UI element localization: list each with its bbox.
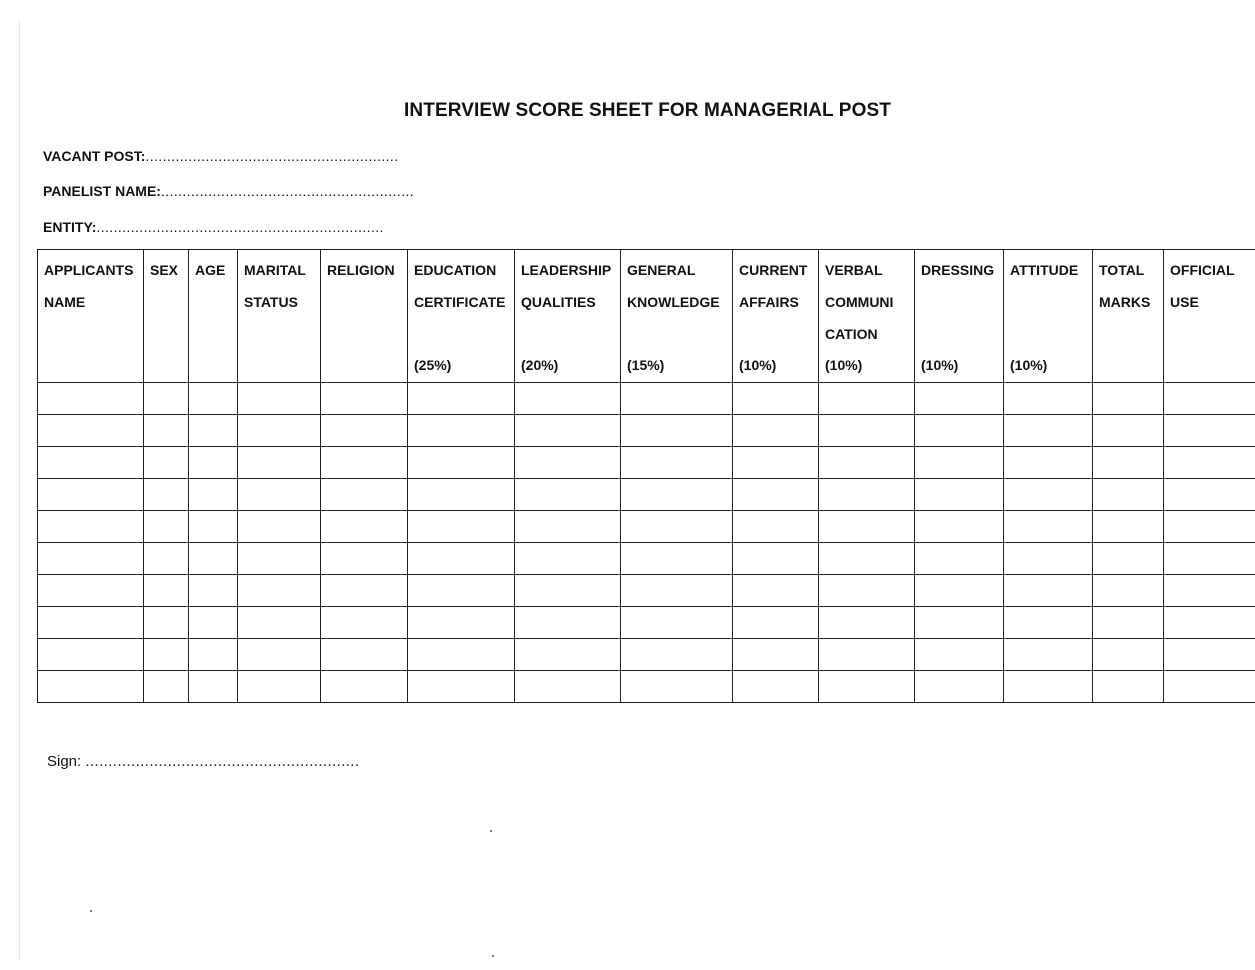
table-cell[interactable]: [1164, 447, 1255, 479]
table-cell[interactable]: [408, 607, 515, 639]
table-cell[interactable]: [915, 447, 1004, 479]
table-cell[interactable]: [819, 575, 915, 607]
sign-field: [47, 753, 359, 770]
table-cell[interactable]: [38, 479, 144, 511]
table-cell[interactable]: [1164, 415, 1255, 447]
column-header-line: AFFAIRS: [739, 294, 799, 310]
table-cell[interactable]: [1093, 447, 1164, 479]
table-cell[interactable]: [1093, 415, 1164, 447]
table-cell[interactable]: [238, 447, 321, 479]
column-header: [1164, 250, 1255, 383]
table-cell[interactable]: [621, 607, 733, 639]
table-cell[interactable]: [915, 671, 1004, 703]
table-cell[interactable]: [733, 447, 819, 479]
column-header: [621, 250, 733, 383]
table-cell[interactable]: [1093, 383, 1164, 415]
table-row: [38, 639, 1255, 671]
table-cell[interactable]: [1004, 671, 1093, 703]
table-cell[interactable]: [621, 543, 733, 575]
table-cell[interactable]: [621, 671, 733, 703]
table-row: [38, 671, 1255, 703]
table-cell[interactable]: [1093, 575, 1164, 607]
table-cell[interactable]: [1004, 543, 1093, 575]
table-cell[interactable]: [144, 671, 189, 703]
score-table: [37, 249, 1255, 703]
table-cell[interactable]: [733, 415, 819, 447]
column-header: [1093, 250, 1164, 383]
table-cell[interactable]: [144, 639, 189, 671]
table-cell[interactable]: [1004, 639, 1093, 671]
table-cell[interactable]: [1164, 671, 1255, 703]
column-header-line: DRESSING: [921, 262, 995, 278]
table-cell[interactable]: [238, 479, 321, 511]
table-cell[interactable]: [321, 575, 408, 607]
column-header-line: APPLICANTS: [44, 262, 134, 278]
table-cell[interactable]: [189, 479, 238, 511]
table-cell[interactable]: [819, 639, 915, 671]
table-cell[interactable]: [915, 479, 1004, 511]
table-cell[interactable]: [238, 671, 321, 703]
table-cell[interactable]: [733, 543, 819, 575]
column-weight: (10%): [825, 357, 863, 373]
table-cell[interactable]: [819, 671, 915, 703]
column-header-line: SEX: [150, 262, 179, 278]
table-row: [38, 543, 1255, 575]
table-cell[interactable]: [189, 639, 238, 671]
table-cell[interactable]: [819, 543, 915, 575]
column-header: [189, 250, 238, 383]
column-header: [915, 250, 1004, 383]
column-header: [408, 250, 515, 383]
scan-speck: [492, 955, 494, 957]
table-cell[interactable]: [819, 447, 915, 479]
column-header-line: QUALITIES: [521, 294, 596, 310]
column-header: [144, 250, 189, 383]
table-cell[interactable]: [915, 415, 1004, 447]
table-cell[interactable]: [321, 447, 408, 479]
table-cell[interactable]: [144, 447, 189, 479]
table-cell[interactable]: [515, 575, 621, 607]
table-row: [38, 511, 1255, 543]
column-header-line: CATION: [825, 326, 878, 342]
column-header-line: MARKS: [1099, 294, 1151, 310]
table-cell[interactable]: [1093, 639, 1164, 671]
table-row: [38, 447, 1255, 479]
table-cell[interactable]: [621, 383, 733, 415]
vacant-post-label: VACANT POST:: [43, 148, 146, 164]
header-row: [38, 250, 1255, 383]
column-weight: (10%): [1010, 357, 1048, 373]
column-header-line: STATUS: [244, 294, 298, 310]
column-header: [238, 250, 321, 383]
column-header-line: ATTITUDE: [1010, 262, 1079, 278]
table-cell[interactable]: [1164, 639, 1255, 671]
table-cell[interactable]: [1164, 543, 1255, 575]
table-cell[interactable]: [819, 511, 915, 543]
table-cell[interactable]: [733, 383, 819, 415]
panelist-name-label: PANELIST NAME:: [43, 183, 161, 199]
table-cell[interactable]: [38, 671, 144, 703]
table-cell[interactable]: [189, 575, 238, 607]
table-cell[interactable]: [38, 543, 144, 575]
table-cell[interactable]: [733, 479, 819, 511]
table-cell[interactable]: [515, 415, 621, 447]
column-header-line: COMMUNI: [825, 294, 894, 310]
column-header-line: OFFICIAL: [1170, 262, 1235, 278]
table-row: [38, 415, 1255, 447]
table-cell[interactable]: [144, 479, 189, 511]
table-cell[interactable]: [189, 383, 238, 415]
column-weight: (10%): [921, 357, 959, 373]
entity-field: [43, 219, 384, 235]
table-cell[interactable]: [189, 543, 238, 575]
table-cell[interactable]: [1004, 415, 1093, 447]
table-cell[interactable]: [144, 543, 189, 575]
entity-blank: ...................................................................: [96, 219, 384, 235]
column-header-line: MARITAL: [244, 262, 306, 278]
column-header-line: AGE: [195, 262, 226, 278]
table-cell[interactable]: [321, 671, 408, 703]
column-header: [321, 250, 408, 383]
table-cell[interactable]: [238, 639, 321, 671]
table-cell[interactable]: [515, 511, 621, 543]
column-header-line: TOTAL: [1099, 262, 1145, 278]
column-header: [38, 250, 144, 383]
table-cell[interactable]: [515, 607, 621, 639]
table-cell[interactable]: [189, 511, 238, 543]
table-cell[interactable]: [238, 575, 321, 607]
column-weight: (15%): [627, 357, 665, 373]
table-cell[interactable]: [1093, 607, 1164, 639]
table-cell[interactable]: [189, 447, 238, 479]
table-cell[interactable]: [408, 447, 515, 479]
table-cell[interactable]: [1093, 543, 1164, 575]
column-header-line: CERTIFICATE: [414, 294, 506, 310]
table-cell[interactable]: [1093, 671, 1164, 703]
column-header-line: CURRENT: [739, 262, 808, 278]
scan-speck: [490, 830, 492, 832]
table-cell[interactable]: [515, 671, 621, 703]
entity-label: ENTITY:: [43, 219, 97, 235]
column-header-line: LEADERSHIP: [521, 262, 612, 278]
table-cell[interactable]: [733, 511, 819, 543]
panelist-name-blank: ...........................................................: [160, 183, 415, 199]
table-cell[interactable]: [238, 543, 321, 575]
table-cell[interactable]: [915, 607, 1004, 639]
table-cell[interactable]: [189, 607, 238, 639]
table-cell[interactable]: [238, 415, 321, 447]
table-cell[interactable]: [915, 383, 1004, 415]
table-cell[interactable]: [321, 383, 408, 415]
table-cell[interactable]: [408, 383, 515, 415]
table-cell[interactable]: [915, 639, 1004, 671]
column-header-line: VERBAL: [825, 262, 883, 278]
table-cell[interactable]: [621, 575, 733, 607]
table-cell[interactable]: [321, 543, 408, 575]
table-cell[interactable]: [38, 511, 144, 543]
table-cell[interactable]: [515, 447, 621, 479]
table-cell[interactable]: [515, 639, 621, 671]
table-cell[interactable]: [819, 607, 915, 639]
table-cell[interactable]: [38, 575, 144, 607]
panelist-name-field: [43, 183, 414, 199]
column-header: [1004, 250, 1093, 383]
table-cell[interactable]: [515, 479, 621, 511]
table-cell[interactable]: [1164, 607, 1255, 639]
table-cell[interactable]: [189, 671, 238, 703]
table-cell[interactable]: [733, 671, 819, 703]
table-cell[interactable]: [321, 479, 408, 511]
table-cell[interactable]: [621, 415, 733, 447]
sign-label: Sign:: [47, 753, 82, 770]
column-header-line: GENERAL: [627, 262, 696, 278]
column-header-line: KNOWLEDGE: [627, 294, 720, 310]
table-cell[interactable]: [1164, 479, 1255, 511]
table-cell[interactable]: [621, 447, 733, 479]
column-weight: (20%): [521, 357, 559, 373]
table-cell[interactable]: [144, 415, 189, 447]
table-cell[interactable]: [515, 543, 621, 575]
table-cell[interactable]: [1164, 383, 1255, 415]
table-cell[interactable]: [238, 383, 321, 415]
table-cell[interactable]: [1004, 447, 1093, 479]
table-cell[interactable]: [408, 639, 515, 671]
sign-blank: ............................................................: [85, 753, 360, 770]
table-cell[interactable]: [38, 607, 144, 639]
column-weight: (10%): [739, 357, 777, 373]
table-cell[interactable]: [408, 543, 515, 575]
table-cell[interactable]: [819, 383, 915, 415]
table-row: [38, 479, 1255, 511]
table-cell[interactable]: [408, 511, 515, 543]
table-cell[interactable]: [1093, 479, 1164, 511]
table-cell[interactable]: [1004, 479, 1093, 511]
table-cell[interactable]: [621, 511, 733, 543]
table-cell[interactable]: [144, 607, 189, 639]
table-cell[interactable]: [819, 415, 915, 447]
table-cell[interactable]: [915, 511, 1004, 543]
table-cell[interactable]: [1004, 511, 1093, 543]
table-cell[interactable]: [733, 575, 819, 607]
column-weight: (25%): [414, 357, 452, 373]
column-header: [819, 250, 915, 383]
table-cell[interactable]: [819, 479, 915, 511]
table-cell[interactable]: [1004, 575, 1093, 607]
table-cell[interactable]: [515, 383, 621, 415]
score-table-body: [38, 383, 1255, 703]
table-cell[interactable]: [1004, 607, 1093, 639]
vacant-post-blank: ...........................................................: [145, 148, 399, 164]
table-cell[interactable]: [144, 383, 189, 415]
table-cell[interactable]: [915, 575, 1004, 607]
table-cell[interactable]: [321, 415, 408, 447]
table-cell[interactable]: [408, 575, 515, 607]
table-cell[interactable]: [1093, 511, 1164, 543]
table-cell[interactable]: [38, 383, 144, 415]
table-cell[interactable]: [621, 639, 733, 671]
table-cell[interactable]: [1004, 383, 1093, 415]
column-header-line: USE: [1170, 294, 1199, 310]
table-row: [38, 575, 1255, 607]
column-header: [515, 250, 621, 383]
table-cell[interactable]: [408, 415, 515, 447]
table-cell[interactable]: [189, 415, 238, 447]
table-cell[interactable]: [621, 479, 733, 511]
vacant-post-field: [43, 148, 399, 164]
table-cell[interactable]: [1164, 511, 1255, 543]
column-header-line: RELIGION: [327, 262, 395, 278]
table-cell[interactable]: [321, 639, 408, 671]
scan-speck: [90, 910, 92, 912]
table-cell[interactable]: [238, 607, 321, 639]
page-title: INTERVIEW SCORE SHEET FOR MANAGERIAL POST: [404, 100, 891, 121]
table-cell[interactable]: [38, 415, 144, 447]
table-row: [38, 607, 1255, 639]
table-cell[interactable]: [915, 543, 1004, 575]
table-cell[interactable]: [733, 639, 819, 671]
table-cell[interactable]: [1164, 575, 1255, 607]
table-cell[interactable]: [733, 607, 819, 639]
table-cell[interactable]: [408, 671, 515, 703]
paper-edge: [19, 20, 20, 960]
table-cell[interactable]: [321, 607, 408, 639]
table-cell[interactable]: [144, 511, 189, 543]
table-cell[interactable]: [408, 479, 515, 511]
table-cell[interactable]: [238, 511, 321, 543]
column-header: [733, 250, 819, 383]
table-cell[interactable]: [321, 511, 408, 543]
table-cell[interactable]: [38, 639, 144, 671]
table-cell[interactable]: [38, 447, 144, 479]
table-row: [38, 383, 1255, 415]
column-header-line: EDUCATION: [414, 262, 497, 278]
column-header-line: NAME: [44, 294, 86, 310]
table-cell[interactable]: [144, 575, 189, 607]
